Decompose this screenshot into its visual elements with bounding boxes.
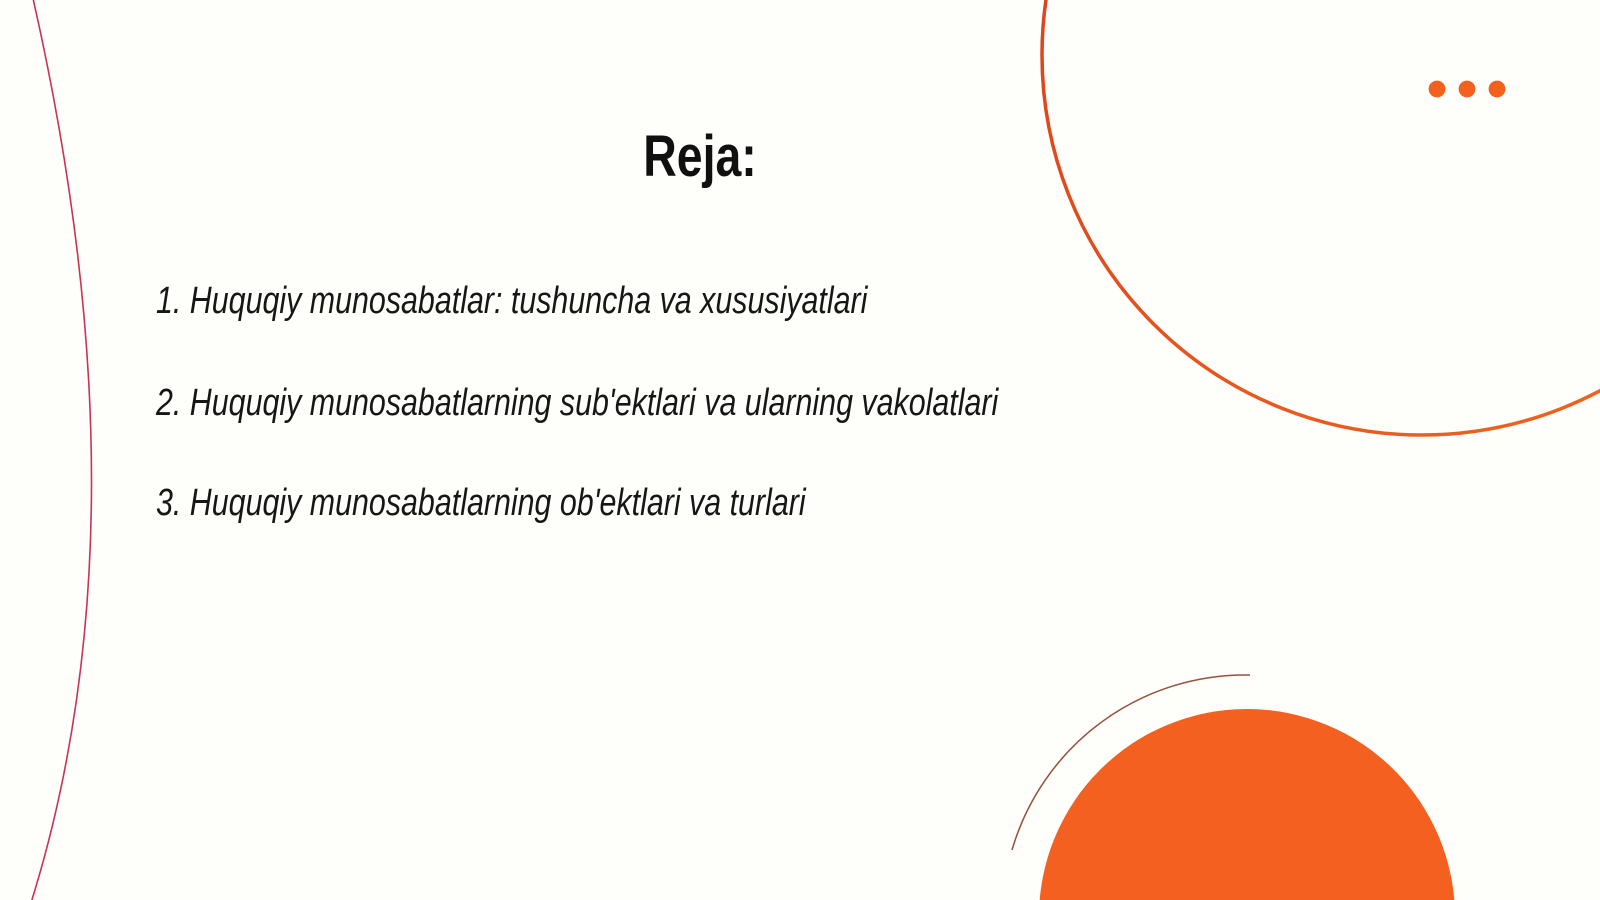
ellipsis-dots-icon xyxy=(1429,81,1506,98)
plan-item-3: 3. Huquqiy munosabatlarning ob'ektlari va turlari xyxy=(156,482,806,524)
slide-title: Reja: xyxy=(643,124,757,189)
plan-item-1: 1. Huquqiy munosabatlar: tushuncha va xususiyatlari xyxy=(156,280,868,322)
plan-item-2: 2. Huquqiy munosabatlarning sub'ektlari va ularning vakolatlari xyxy=(156,382,999,424)
decorative-filled-circle xyxy=(1039,709,1455,900)
decorative-left-curve xyxy=(30,0,92,900)
decorative-ring xyxy=(1042,0,1600,435)
